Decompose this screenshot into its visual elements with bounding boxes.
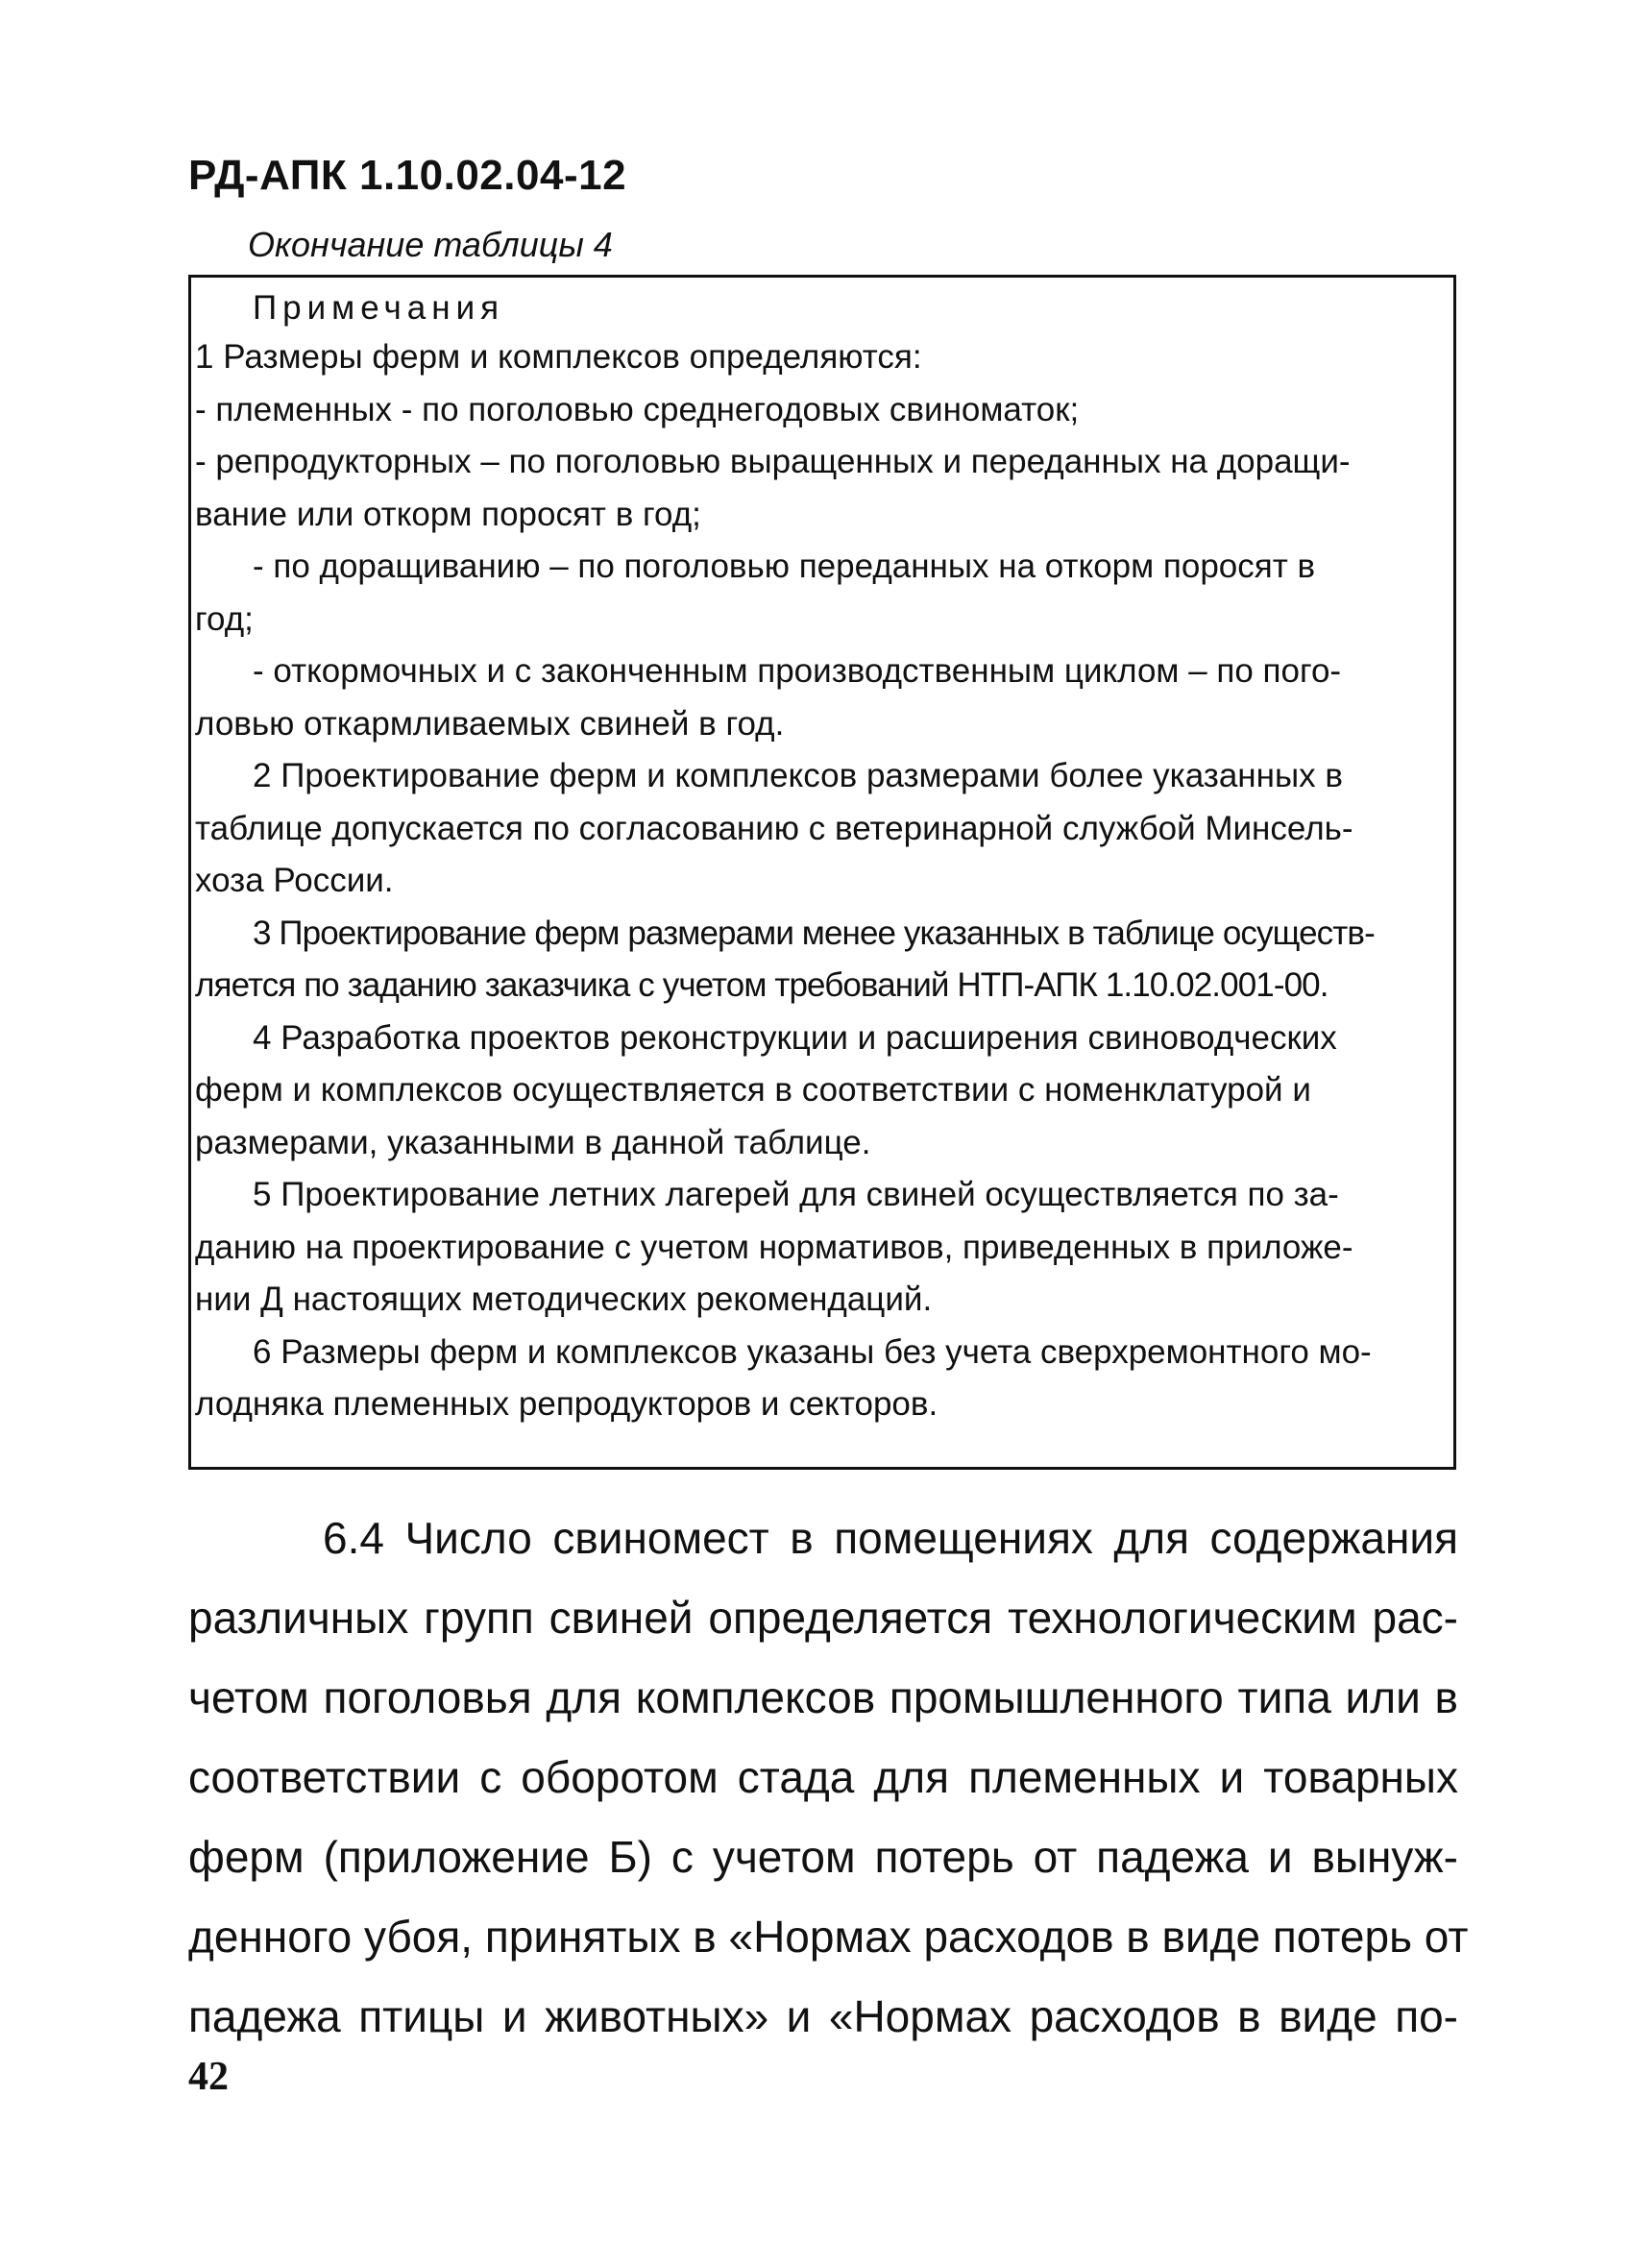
note-4-line-3: размерами, указанными в данной таблице. — [195, 1123, 871, 1161]
note-6-line-1: 6 Размеры ферм и комплексов указаны без учета сверхремонтного мо- — [253, 1332, 1372, 1371]
note-5-line-3: нии Д настоящих методических рекомендаций. — [195, 1280, 933, 1318]
notes-heading: Примечания — [253, 289, 505, 327]
paragraph-line-1: 6.4 Число свиномест в помещениях для содержания — [323, 1513, 1458, 1563]
paragraph-line-4: соответствии с оборотом стада для племенных и товарных — [188, 1752, 1458, 1802]
table-caption: Окончание таблицы 4 — [248, 225, 613, 264]
note-1-line-4: вание или откорм поросят в год; — [195, 495, 701, 533]
section-6-4-paragraph — [188, 1499, 1469, 2057]
note-6-line-2: лодняка племенных репродукторов и секторов. — [195, 1385, 938, 1423]
note-1-line-1: 1 Размеры ферм и комплексов определяются: — [195, 338, 922, 376]
document-code: РД-АПК 1.10.02.04-12 — [188, 152, 627, 199]
note-1-line-3: - репродукторных – по поголовью выращенных и переданных на доращи- — [195, 443, 1351, 480]
page-number: 42 — [188, 2055, 229, 2099]
paragraph-line-7: падежа птицы и животных» и «Нормах расходов в виде по- — [188, 1991, 1458, 2041]
paragraph-line-3: четом поголовья для комплексов промышленного типа или в — [188, 1672, 1458, 1722]
paragraph-line-2: различных групп свиней определяется технологическим рас- — [188, 1593, 1458, 1643]
paragraph-line-5: ферм (приложение Б) с учетом потерь от падежа и вынуж- — [188, 1832, 1458, 1882]
note-2-line-2: таблице допускается по согласованию с ветеринарной службой Минсель- — [195, 809, 1353, 847]
note-1-line-6: год; — [195, 599, 254, 638]
note-4-line-2: ферм и комплексов осуществляется в соответствии с номенклатурой и — [195, 1071, 1311, 1109]
note-2-line-3: хоза России. — [195, 862, 394, 899]
note-1-line-8: ловью откармливаемых свиней в год. — [195, 704, 785, 743]
note-1-line-2: - племенных - по поголовью среднегодовых свиноматок; — [195, 390, 1080, 428]
note-5-line-2: данию на проектирование с учетом нормативов, приведенных в приложе- — [195, 1228, 1353, 1266]
note-3-line-1: 3 Проектирование ферм размерами менее указанных в таблице осуществ- — [253, 914, 1375, 952]
note-1-line-7: - откормочных и с законченным производственным циклом – по пого- — [253, 652, 1342, 690]
note-2-line-1: 2 Проектирование ферм и комплексов размерами более указанных в — [253, 757, 1343, 794]
note-5-line-1: 5 Проектирование летних лагерей для свиней осуществляется по за- — [253, 1176, 1339, 1213]
notes-table — [188, 275, 1456, 1470]
paragraph-line-6: денного убоя, принятых в «Нормах расходов в виде потерь от — [188, 1912, 1469, 1962]
note-4-line-1: 4 Разработка проектов реконструкции и расширения свиноводческих — [253, 1018, 1337, 1057]
note-1-line-5: - по доращиванию – по поголовью переданных на откорм поросят в — [253, 548, 1316, 585]
note-3-line-2: ляется по заданию заказчика с учетом требований НТП-АПК 1.10.02.001-00. — [195, 966, 1328, 1004]
